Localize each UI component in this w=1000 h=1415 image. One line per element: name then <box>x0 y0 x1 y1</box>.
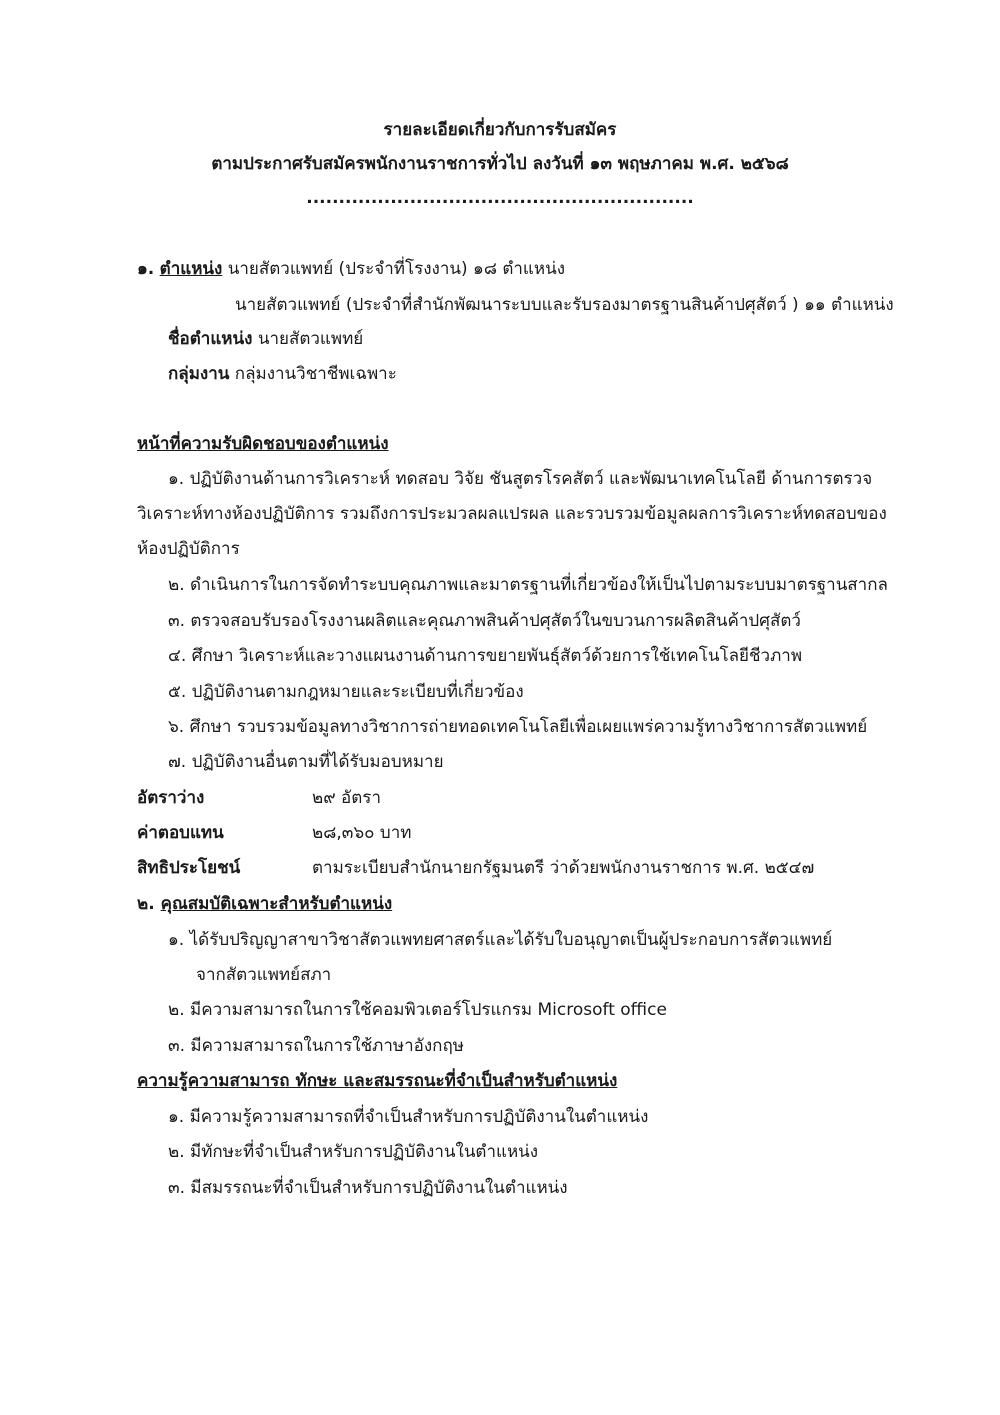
section2-heading: คุณสมบัติเฉพาะสำหรับตำแหน่ง <box>160 894 393 914</box>
pay-label: ค่าตอบแทน <box>137 823 224 843</box>
section1-number: ๑. <box>137 259 155 279</box>
vacancy-label: อัตราว่าง <box>137 788 205 808</box>
pay-value: ๒๘,๓๖๐ บาท <box>312 823 412 843</box>
qualification-item-1-line2: จากสัตวแพทย์สภา <box>196 965 332 985</box>
position-line2: นายสัตวแพทย์ (ประจำที่สำนักพัฒนาระบบและรับรองมาตรฐานสินค้าปศุสัตว์ ) ๑๑ ตำแหน่ง <box>235 295 894 315</box>
position-name-row <box>168 327 363 351</box>
duty-item-1-line1: ๑. ปฏิบัติงานด้านการวิเคราะห์ ทดสอบ วิจัย ชันสูตรโรคสัตว์ และพัฒนาเทคโนโลยี ด้านการตรวจ <box>168 469 873 489</box>
work-group-label: กลุ่มงาน <box>168 364 230 384</box>
duty-item-1-line2: วิเคราะห์ทางห้องปฏิบัติการ รวมถึงการประมวลผลแปรผล และรวบรวมข้อมูลผลการวิเคราะห์ทดสอบของ <box>137 504 887 524</box>
duty-item-1-line3: ห้องปฏิบัติการ <box>137 539 240 559</box>
header-divider: ............................................................ <box>306 188 694 208</box>
work-group-row <box>168 362 397 386</box>
competency-item-3: ๓. มีสมรรถนะที่จำเป็นสำหรับการปฏิบัติงานในตำแหน่ง <box>168 1178 568 1198</box>
duties-heading: หน้าที่ความรับผิดชอบของตำแหน่ง <box>137 434 389 454</box>
section2-heading-row <box>137 892 392 916</box>
qualification-item-2: ๒. มีความสามารถในการใช้คอมพิวเตอร์โปรแกรม Microsoft office <box>168 1000 667 1020</box>
competency-item-2: ๒. มีทักษะที่จำเป็นสำหรับการปฏิบัติงานในตำแหน่ง <box>168 1142 539 1162</box>
position-line1: นายสัตวแพทย์ (ประจำที่โรงงาน) ๑๘ ตำแหน่ง <box>227 259 566 279</box>
duty-item-5: ๕. ปฏิบัติงานตามกฎหมายและระเบียบที่เกี่ยวข้อง <box>168 682 524 702</box>
benefit-label: สิทธิประโยชน์ <box>137 858 241 878</box>
qualification-item-3: ๓. มีความสามารถในการใช้ภาษาอังกฤษ <box>168 1036 464 1056</box>
qualification-item-1-line1: ๑. ได้รับปริญญาสาขาวิชาสัตวแพทยศาสตร์และได้รับใบอนุญาตเป็นผู้ประกอบการสัตวแพทย์ <box>168 930 833 950</box>
competency-heading: ความรู้ความสามารถ ทักษะ และสมรรถนะที่จำเป็นสำหรับตำแหน่ง <box>137 1071 618 1091</box>
benefit-value: ตามระเบียบสำนักนายกรัฐมนตรี ว่าด้วยพนักงานราชการ พ.ศ. ๒๕๔๗ <box>312 858 815 878</box>
duty-item-6: ๖. ศึกษา รวบรวมข้อมูลทางวิชาการถ่ายทอดเทคโนโลยีเพื่อเผยแพร่ความรู้ทางวิชาการสัตวแพทย์ <box>168 717 868 737</box>
position-name-value: นายสัตวแพทย์ <box>257 329 364 349</box>
duty-item-4: ๔. ศึกษา วิเคราะห์และวางแผนงานด้านการขยายพันธุ์สัตว์ด้วยการใช้เทคโนโลยีชีวภาพ <box>168 646 803 666</box>
work-group-value: กลุ่มงานวิชาชีพเฉพาะ <box>234 364 397 384</box>
position-name-label: ชื่อตำแหน่ง <box>168 329 253 349</box>
duty-item-3: ๓. ตรวจสอบรับรองโรงงานผลิตและคุณภาพสินค้าปศุสัตว์ในขบวนการผลิตสินค้าปศุสัตว์ <box>168 611 801 631</box>
section1-position-row <box>137 257 565 281</box>
document-title: รายละเอียดเกี่ยวกับการรับสมัคร <box>383 120 617 140</box>
document-subtitle: ตามประกาศรับสมัครพนักงานราชการทั่วไป ลงวันที่ ๑๓ พฤษภาคม พ.ศ. ๒๕๖๘ <box>211 154 789 174</box>
vacancy-value: ๒๙ อัตรา <box>312 788 381 808</box>
competency-item-1: ๑. มีความรู้ความสามารถที่จำเป็นสำหรับการปฏิบัติงานในตำแหน่ง <box>168 1107 649 1127</box>
duty-item-2: ๒. ดำเนินการในการจัดทำระบบคุณภาพและมาตรฐานที่เกี่ยวข้องให้เป็นไปตามระบบมาตรฐานสากล <box>168 575 888 595</box>
section2-number: ๒. <box>137 894 155 914</box>
duty-item-7: ๗. ปฏิบัติงานอื่นตามที่ได้รับมอบหมาย <box>168 752 444 772</box>
position-label: ตำแหน่ง <box>159 259 223 279</box>
